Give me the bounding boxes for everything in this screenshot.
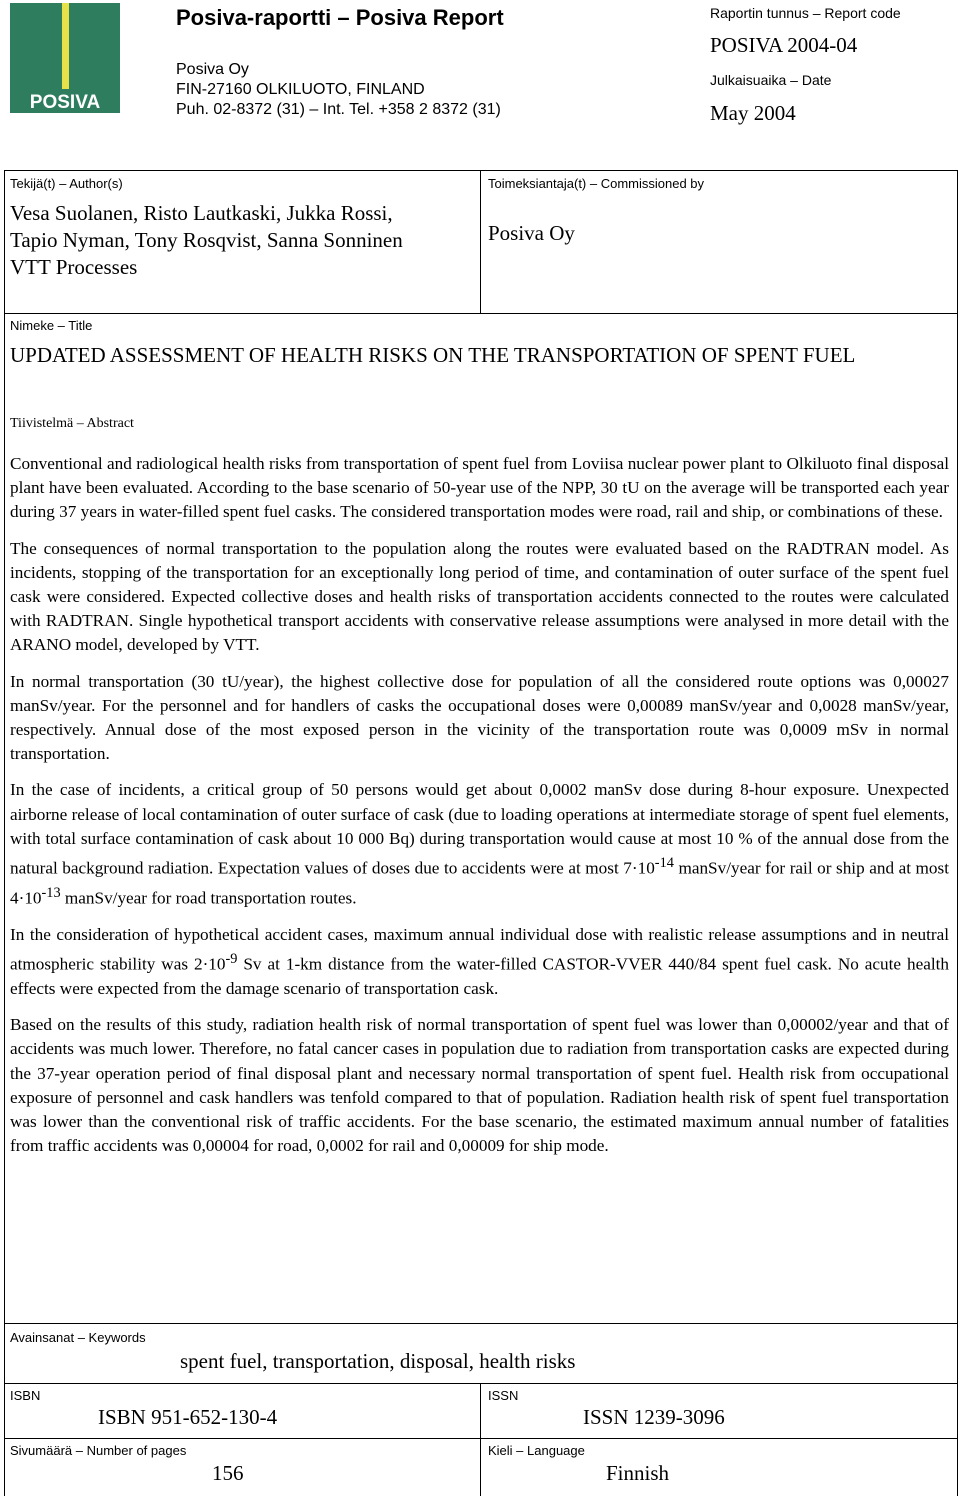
author-line: Tapio Nyman, Tony Rosqvist, Sanna Sonninen <box>10 228 403 252</box>
text-run: In the case of incidents, a critical group of 50 persons would get about 0,0002 manSv dose during 8-hour exposure. Unexpected airborne release of local contamination of outer surface of cask (due to loading operations at intermediate storage of spent fuel elements, with total surface contamination of cask about 10 000 Bq) during transportation would cause at most 10 % of the annual dose from the natural background radiation. Expectation values of doses due to accidents were at most 7·10 <box>10 780 949 878</box>
divider <box>4 1323 958 1324</box>
authors-label: Tekijä(t) – Author(s) <box>10 176 123 191</box>
isbn-label: ISBN <box>10 1388 41 1403</box>
text-run: In the consideration of hypothetical accident cases, maximum annual individual dose with realistic release assumptions and in neutral atmospheric stability was 2·10 <box>10 924 949 974</box>
commissioned-label: Toimeksiantaja(t) – Commissioned by <box>488 176 705 191</box>
isbn-value: ISBN 951-652-130-4 <box>98 1405 278 1429</box>
commissioner: Posiva Oy <box>488 221 575 245</box>
divider <box>480 1383 481 1496</box>
logo-text: POSIVA <box>29 92 101 113</box>
date-label: Julkaisuaika – Date <box>710 72 832 88</box>
abstract-paragraph: The consequences of normal transportation to the population along the routes were evaluated based on the RADTRAN model. As incidents, stopping of the transportation for an exceptionally long period of time, and contamination of outer surface of the spent fuel cask were considered. Expected collective doses and health risks of transportation accidents connected to the routes were calculated with RADTRAN. Single hypothetical transport accidents with conservative release assumptions were analysed in more detail with the ARANO model, developed by VTT. <box>10 538 949 655</box>
frame-left <box>4 170 5 1496</box>
keywords-value: spent fuel, transportation, disposal, health risks <box>180 1349 576 1373</box>
keywords-label: Avainsanat – Keywords <box>10 1330 146 1345</box>
posiva-logo <box>10 3 120 113</box>
text-run: manSv/year for rail or ship and at most 4·10 <box>10 858 949 908</box>
issn-value: ISSN 1239-3096 <box>583 1405 725 1429</box>
divider <box>4 1383 958 1384</box>
report-date: May 2004 <box>710 101 796 125</box>
exponent: -13 <box>41 884 61 901</box>
abstract-paragraph: Based on the results of this study, radiation health risk of normal transportation of spent fuel was lower than 0,00002/year and that of accidents was much lower. Therefore, no fatal cancer cases in population due to radiation from transportation casks are expected during the 37-year operation period of final disposal plant and necessary normal transportation of spent fuel. Health risk from occupational exposure of personnel and cask handlers was tenfold compared to that of population. Radiation health risk of spent fuel transportation was lower than the conventional risk of traffic accidents. For the base scenario, the estimated maximum annual number of fatalities from traffic accidents was 0,00004 for road, 0,0002 for rail and 0,00009 for ship mode. <box>10 1015 949 1156</box>
pages-value: 156 <box>212 1461 244 1485</box>
exponent: -9 <box>225 951 238 968</box>
organization-phone: Puh. 02-8372 (31) – Int. Tel. +358 2 8372 (31) <box>176 101 501 118</box>
abstract-paragraph: Conventional and radiological health risks from transportation of spent fuel from Loviisa nuclear power plant to Olkiluoto final disposal plant have been evaluated. According to the base scenario of 50-year use of the NPP, 30 tU on the average will be transported each year during 37 years in water-filled spent fuel casks. The considered transportation modes were road, rail and ship, or combinations of these. <box>10 454 949 522</box>
author-line: Vesa Suolanen, Risto Lautkaski, Jukka Rossi, <box>10 201 393 225</box>
report-title: UPDATED ASSESSMENT OF HEALTH RISKS ON THE TRANSPORTATION OF SPENT FUEL <box>10 343 856 367</box>
divider <box>4 313 958 314</box>
issn-label: ISSN <box>488 1388 519 1403</box>
report-code-label: Raportin tunnus – Report code <box>710 5 901 21</box>
text-run: Sv at 1-km distance from the water-filled CASTOR-VVER 440/84 spent fuel cask. No acute health effects were expected from the damage scenario of transportation cask. <box>10 954 949 999</box>
abstract-label: Tiivistelmä – Abstract <box>10 416 134 431</box>
language-label: Kieli – Language <box>488 1443 585 1458</box>
abstract-paragraph: In normal transportation (30 tU/year), the highest collective dose for population of all the considered route options was 0,00027 manSv/year. For the personnel and for handlers of casks the occupational doses were 0,00089 manSv/year and 0,0028 manSv/year, respectively. Annual dose of the most exposed person in the vicinity of the transportation route was 0,0009 mSv in normal transportation. <box>10 671 949 764</box>
authors-list <box>10 200 470 281</box>
frame-right <box>957 170 958 1496</box>
abstract-body <box>10 452 949 1170</box>
exponent: -14 <box>654 855 674 872</box>
report-code: POSIVA 2004-04 <box>710 33 858 57</box>
abstract-paragraph <box>10 778 949 910</box>
pages-label: Sivumäärä – Number of pages <box>10 1443 187 1458</box>
author-line: VTT Processes <box>10 255 138 279</box>
abstract-paragraph <box>10 923 949 1001</box>
divider <box>4 1438 958 1439</box>
divider <box>480 170 481 313</box>
language-value: Finnish <box>606 1461 670 1485</box>
organization-address: FIN-27160 OLKILUOTO, FINLAND <box>176 81 425 98</box>
title-label: Nimeke – Title <box>10 318 93 333</box>
divider <box>4 170 958 171</box>
text-run: manSv/year for road transportation routes. <box>60 888 357 908</box>
series-title: Posiva-raportti – Posiva Report <box>176 5 504 30</box>
organization-name: Posiva Oy <box>176 61 249 78</box>
